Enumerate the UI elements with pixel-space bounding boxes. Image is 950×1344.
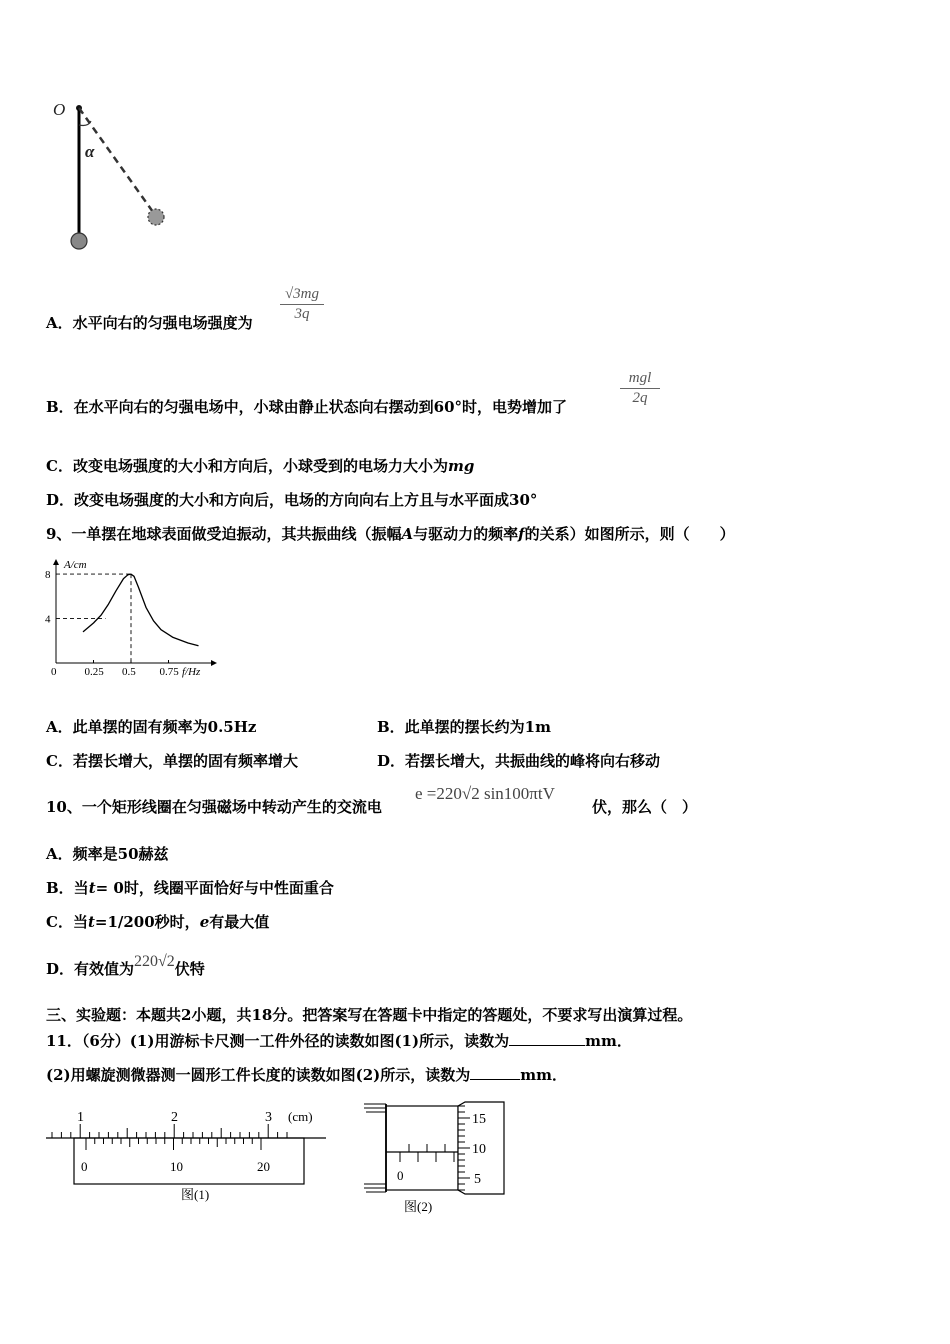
q9-stem-part1: 9、一单摆在地球表面做受迫振动，其共振曲线（振幅 [46,525,402,543]
caliper-caption: 图(1) [181,1187,210,1202]
q11-stem-2 [46,1064,567,1085]
vernier-caliper-figure [44,1100,334,1210]
pendulum-origin-label: O [53,100,66,119]
q10-option-d-part2: 伏特 [174,960,205,978]
q9-option-a-text: A．此单摆的固有频率为0.5Hz [46,718,257,736]
section3-heading-text: 三、实验题：本题共2小题，共18分。把答案写在答题卡中指定的答题处，不要求写出演算过程。 [46,1006,693,1024]
q10-stem-part2: 伏，那么（ ） [592,798,698,816]
pendulum-deflected-bob [148,209,164,225]
q10-stem-end [592,796,697,817]
q11-stem-1 [46,1030,632,1051]
optB-frac-den: 2q [632,390,648,406]
q10-option-a [46,843,169,864]
chart-xlabel: f/Hz [182,666,201,678]
q8-option-d [46,489,537,510]
caliper-main-label-2: 2 [171,1110,178,1125]
q10-option-c-var-e: e [199,913,210,931]
micrometer-figure [360,1100,520,1220]
q8-option-c [46,455,474,476]
chart-series-line-0 [83,574,199,646]
q11-unit-2: mm． [520,1066,568,1084]
pendulum-bob [71,233,87,249]
q10-formula: e =220√2 sin100πtV [415,784,555,803]
optA-frac-den: 3q [294,306,310,322]
q11-answer-blank-1[interactable] [509,1031,585,1046]
q10-option-c-var-t: t [87,913,95,931]
q10-stem [46,796,382,817]
resonance-chart [44,556,224,684]
caliper-vernier-label-10: 10 [170,1159,183,1174]
q8-option-c-text: C．改变电场强度的大小和方向后，小球受到的电场力大小为 [46,457,448,475]
micrometer-thimble-label-10: 10 [472,1142,486,1157]
chart-x-tick-label-1: 0.5 [122,666,136,678]
q8-option-d-text: D．改变电场强度的大小和方向后，电场的方向向右上方且与水平面成30° [46,491,538,509]
q9-option-d-text: D．若摆长增大，共振曲线的峰将向右移动 [377,752,661,770]
q8-option-b [46,396,567,417]
chart-ylabel: A/cm [64,559,87,571]
q8-option-b-text: B．在水平向右的匀强电场中，小球由静止状态向右摆动到60°时，电势增加了 [46,398,568,416]
q9-option-b [377,716,551,737]
q10-option-b [46,877,334,898]
chart-origin-label: 0 [51,666,57,678]
caliper-vernier-label-20: 20 [257,1159,270,1174]
optB-fraction [620,370,660,407]
micrometer-thimble-label-15: 15 [472,1112,486,1127]
optA-fraction [280,286,324,323]
caliper-main-label-3: 3 [265,1110,272,1125]
q10-option-a-text: A．频率是50赫兹 [46,845,169,863]
q10-option-d [46,953,205,979]
section3-heading [46,1004,692,1025]
caliper-unit: (cm) [288,1109,313,1124]
q10-stem-part1: 10、一个矩形线圈在匀强磁场中转动产生的交流电 [46,798,382,816]
q10-option-b-part1: B．当 [46,879,89,897]
optB-frac-num: mgl [628,370,652,386]
q9-option-b-text: B．此单摆的摆长约为1m [377,718,551,736]
q10-option-c [46,911,269,932]
pendulum-angle-label: α [85,142,95,161]
q9-option-c [46,750,298,771]
q9-stem-part3: 的关系）如图所示，则（ ） [524,525,735,543]
q9-stem [46,523,735,544]
q10-option-d-part1: D．有效值为 [46,960,135,978]
caliper-main-label-1: 1 [77,1110,84,1125]
chart-y-tick-label-1: 8 [45,569,51,582]
chart-y-tick-label-0: 4 [45,613,51,626]
q11-answer-blank-2[interactable] [470,1065,520,1080]
q9-option-d [377,750,660,771]
q9-option-a [46,716,256,737]
micrometer-thimble-label-5: 5 [474,1172,481,1187]
q10-option-c-part2: =1/200秒时， [94,913,200,931]
q10-option-b-var: t [88,879,96,897]
caliper-vernier-label-0: 0 [81,1159,88,1174]
q11-stem-1-text: 11．（6分）(1)用游标卡尺测一工件外径的读数如图(1)所示，读数为 [46,1032,510,1050]
q8-option-c-emph: mg [447,457,475,475]
optA-frac-num: √3mg [284,286,320,302]
q9-stem-part2: 与驱动力的频率 [413,525,519,543]
q9-option-c-text: C．若摆长增大，单摆的固有频率增大 [46,752,298,770]
q8-option-a [46,312,253,333]
q10-option-c-part3: 有最大值 [209,913,270,931]
q8-option-a-text: A．水平向右的匀强电场强度为 [46,314,253,332]
micrometer-sleeve-label: 0 [397,1168,404,1183]
q11-unit-1: mm． [585,1032,632,1050]
chart-x-tick-label-2: 0.75 [159,666,179,678]
micrometer-caption: 图(2) [404,1199,433,1214]
q10-option-d-value: 220√2 [134,953,175,970]
q11-stem-2-text: (2)用螺旋测微器测一圆形工件长度的读数如图(2)所示，读数为 [46,1066,471,1084]
pendulum-figure [46,95,176,255]
q9-stem-var-f: f [518,525,525,543]
chart-x-tick-label-0: 0.25 [84,666,104,678]
q10-option-c-part1: C．当 [46,913,88,931]
q9-stem-var-a: A [401,525,414,543]
q10-option-b-part2: = 0时，线圈平面恰好与中性面重合 [95,879,334,897]
